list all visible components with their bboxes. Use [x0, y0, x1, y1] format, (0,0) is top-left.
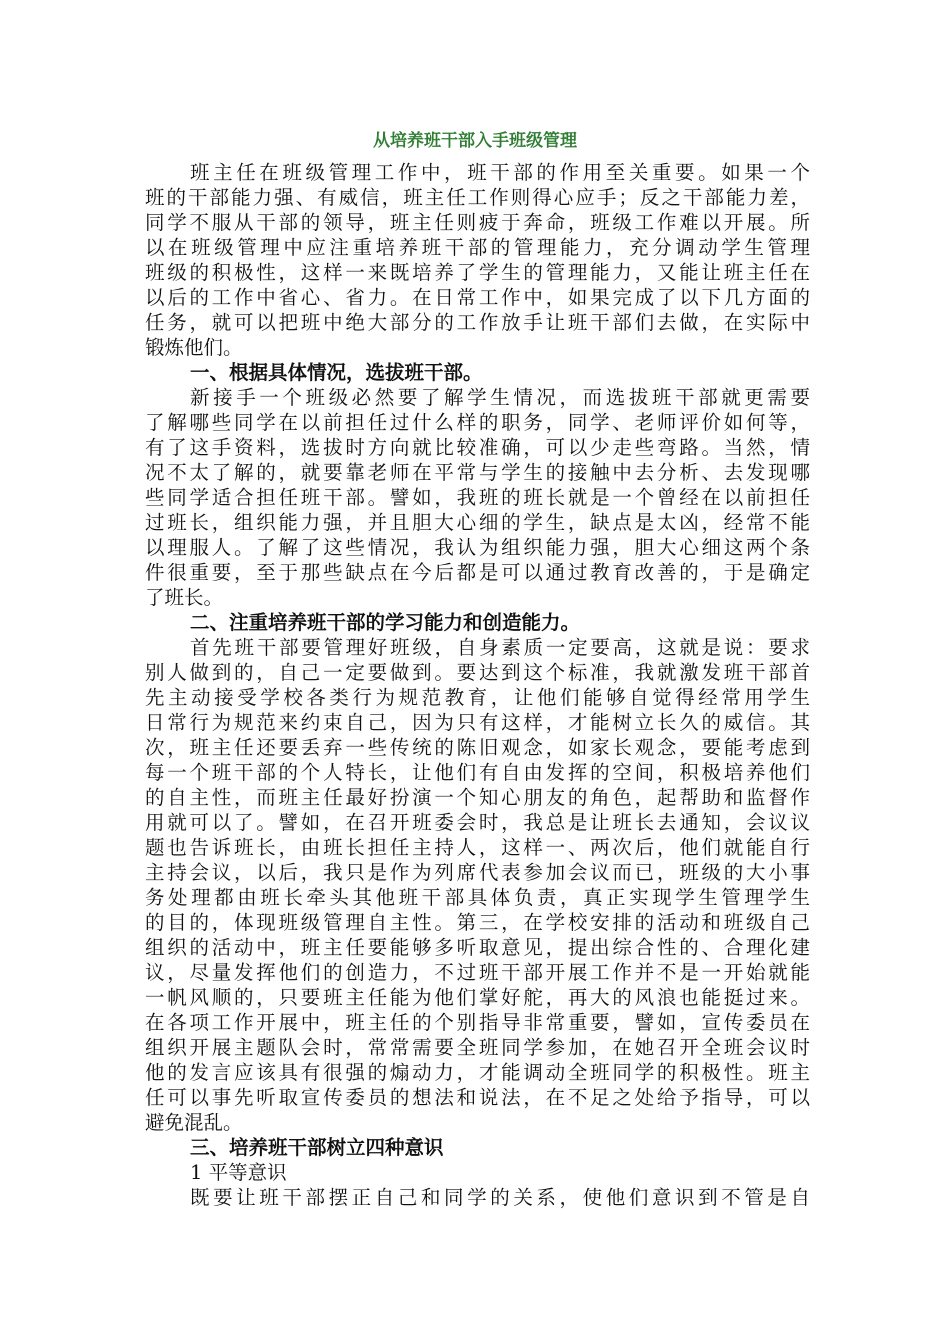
paragraph-line: 避免混乱。 — [145, 1111, 243, 1134]
paragraph-line: 组织的活动中，班主任要能够多听取意见，提出综合性的、合理化建 — [145, 936, 810, 959]
paragraph-line: 有了这手资料，选拔时方向就比较准确，可以少走些弯路。当然，情 — [145, 436, 810, 459]
paragraph-line: 些同学适合担任班干部。譬如，我班的班长就是一个曾经在以前担任 — [145, 486, 810, 509]
paragraph-line: 班级的积极性，这样一来既培养了学生的管理能力，又能让班主任在 — [145, 261, 810, 284]
paragraph-line: 锻炼他们。 — [145, 336, 243, 359]
paragraph-line: 以理服人。了解了这些情况，我认为组织能力强，胆大心细这两个条 — [145, 536, 810, 559]
paragraph-line: 议，尽量发挥他们的创造力，不过班干部开展工作并不是一开始就能 — [145, 961, 810, 984]
paragraph-line: 一帆风顺的，只要班主任能为他们掌好舵，再大的风浪也能挺过来。 — [145, 986, 810, 1009]
paragraph-line: 了解哪些同学在以前担任过什么样的职务，同学、老师评价如何等， — [145, 411, 810, 434]
paragraph-line: 他的发言应该具有很强的煽动力，才能调动全班同学的积极性。班主 — [145, 1061, 810, 1084]
paragraph-line: 每一个班干部的个人特长，让他们有自由发挥的空间，积极培养他们 — [145, 761, 810, 784]
subsection-heading: 1 平等意识 — [190, 1161, 287, 1184]
paragraph-line: 次，班主任还要丢弃一些传统的陈旧观念，如家长观念，要能考虑到 — [145, 736, 810, 759]
paragraph-line: 题也告诉班长，由班长担任主持人，这样一、两次后，他们就能自行 — [145, 836, 810, 859]
paragraph-line: 别人做到的，自己一定要做到。要达到这个标准，我就激发班干部首 — [145, 661, 810, 684]
paragraph-line: 任可以事先听取宣传委员的想法和说法，在不足之处给予指导，可以 — [145, 1086, 810, 1109]
paragraph-line: 班主任在班级管理工作中，班干部的作用至关重要。如果一个 — [190, 161, 810, 184]
paragraph-line: 同学不服从干部的领导，班主任则疲于奔命，班级工作难以开展。所 — [145, 211, 810, 234]
paragraph-line: 以后的工作中省心、省力。在日常工作中，如果完成了以下几方面的 — [145, 286, 810, 309]
paragraph-line: 况不太了解的，就要靠老师在平常与学生的接触中去分析、去发现哪 — [145, 461, 810, 484]
section-heading: 三、培养班干部树立四种意识 — [190, 1136, 444, 1159]
paragraph-line: 用就可以了。譬如，在召开班委会时，我总是让班长去通知，会议议 — [145, 811, 810, 834]
paragraph-line: 过班长，组织能力强，并且胆大心细的学生，缺点是太凶，经常不能 — [145, 511, 810, 534]
paragraph-line: 的目的，体现班级管理自主性。第三，在学校安排的活动和班级自己 — [145, 911, 810, 934]
paragraph-line: 日常行为规范来约束自己，因为只有这样，才能树立长久的威信。其 — [145, 711, 810, 734]
paragraph-line: 了班长。 — [145, 586, 224, 609]
paragraph-line: 既要让班干部摆正自己和同学的关系，使他们意识到不管是自 — [190, 1186, 810, 1209]
paragraph-line: 件很重要，至于那些缺点在今后都是可以通过教育改善的，于是确定 — [145, 561, 810, 584]
section-heading: 一、根据具体情况，选拔班干部。 — [190, 361, 483, 384]
document-title: 从培养班干部入手班级管理 — [373, 131, 577, 151]
paragraph-line: 以在班级管理中应注重培养班干部的管理能力，充分调动学生管理 — [145, 236, 810, 259]
paragraph-line: 新接手一个班级必然要了解学生情况，而选拔班干部就更需要 — [190, 386, 810, 409]
paragraph-line: 在各项工作开展中，班主任的个别指导非常重要，譬如，宣传委员在 — [145, 1011, 810, 1034]
paragraph-line: 先主动接受学校各类行为规范教育，让他们能够自觉得经常用学生 — [145, 686, 810, 709]
paragraph-line: 任务，就可以把班中绝大部分的工作放手让班干部们去做，在实际中 — [145, 311, 810, 334]
paragraph-line: 务处理都由班长牵头其他班干部具体负责，真正实现学生管理学生 — [145, 886, 810, 909]
paragraph-line: 的自主性，而班主任最好扮演一个知心朋友的角色，起帮助和监督作 — [145, 786, 810, 809]
paragraph-line: 首先班干部要管理好班级，自身素质一定要高，这就是说：要求 — [190, 636, 810, 659]
paragraph-line: 主持会议，以后，我只是作为列席代表参加会议而已，班级的大小事 — [145, 861, 810, 884]
paragraph-line: 班的干部能力强、有威信，班主任工作则得心应手；反之干部能力差， — [145, 186, 810, 209]
section-heading: 二、注重培养班干部的学习能力和创造能力。 — [190, 611, 581, 634]
paragraph-line: 组织开展主题队会时，常常需要全班同学参加，在她召开全班会议时 — [145, 1036, 810, 1059]
